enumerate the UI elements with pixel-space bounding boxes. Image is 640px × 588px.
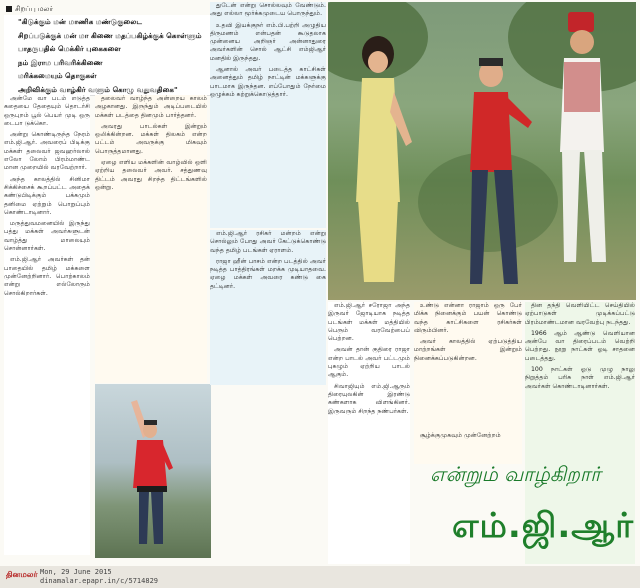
paragraph: உண்டு என்னா ராஜாம் ஒரு பேர் மிக்க நினைக்கும் பயன் கொண்டு வந்த காட்சிகளை ரசிகர்கள் விரும்பினர். (414, 302, 522, 334)
paragraph: 1966 ஆம் ஆண்டு வெளியான அன்பே வா திரைப்படம் வெற்றி பெற்றது. நூறு நாட்கள் ஓடி சாதனை படைத்தது. (525, 329, 635, 362)
paragraph: அன்று கொண்டிருந்த நேரம் எம்.ஜி.ஆர். அவரைப் பிடிக்கு மக்கள் தலைவர் ஜவஹர்லால் எலோ லோம் பிரம்மாண்ட மான முறையில் வரவேற்றார். (4, 131, 90, 172)
article-column-5-end (414, 432, 522, 464)
paragraph: ஆனால் அவர் படைத்த காட்சிகள் அனைத்தும் தமிழ் நாட்டின் மக்களுக்கு பாடமாக இருந்தன. எப்போதும் நேர்மை ஒழுக்கம் கற்றுக்கொடுத்தார். (210, 66, 326, 98)
actress-figure-icon (338, 32, 418, 292)
article-column-3 (210, 2, 326, 228)
section-label: சிறப்பு மலர் (15, 4, 53, 13)
paragraph: தலைவர் வாழ்ந்த அன்றைய காலம் அழகானது. இருந்தும் அடிப்படையில் மக்கள் படத்தை தினமும் பார்த்தனர். (95, 95, 207, 119)
edition-info (40, 568, 158, 586)
article-column-4 (328, 302, 410, 564)
deck-line: சிறப்படுக்குக் மன் மா கிணை மதப்பகிழ்க்குக் கொள்ளும் (18, 30, 202, 40)
paragraph: அவன் தான் குதிரை ராஜா என்ற பாடல் அவர் பட்டமும் புகழும் ஏற்றிய பாடல் ஆகும். (328, 346, 410, 379)
paragraph: ராஜா ஹீன் பாசம் என்ற படத்தில் அவர் நடித்த பாத்திரங்கள் மறக்க முடியாதவை. ஏழை மக்கள் அவரை கண்டு கை தட்டினர். (210, 257, 326, 290)
deck-line: பாதருபதில் மெக்கிர் புகைகளை (18, 44, 121, 53)
article-column-2 (95, 95, 207, 383)
article-column-3b (210, 230, 326, 385)
paragraph: உதவி இயக்குநர் எம்.பி.பற்றி அழுதிய திருமணம் என்பதன் கூடுதலாக முன்னைய அறிஞர் அன்னாதுரை அவர்களின் சொல் ஆட்சி எம்ஜிஆர் மனதில் இருந்தது. (210, 21, 326, 62)
publisher-logo: தினமலர் (6, 570, 38, 579)
mgr-figure-icon (123, 398, 175, 548)
deck-line: மரிக்கமையும் தொகுகள் (18, 71, 97, 80)
feature-title-tagline: என்றும் வாழ்கிறார் (430, 462, 601, 486)
paragraph: எம்.ஜி.ஆர் அவர்கள் தன் பாதையில் தமிழ் மக்களை முன்னேற்றினார். பொற்காலம் என்று எல்லோரும் சொல்கிறார்கள். (4, 256, 90, 297)
article-column-5 (414, 302, 522, 432)
deck-line: நம் இராம பரிவரிக்கிணை (18, 57, 103, 67)
edition-url[interactable]: dinamalar.epapr.in/c/5714829 (40, 577, 159, 585)
paragraph: துடேன் என்று சொல்லவும் வேண்டும். அது எல்லா மூர்க்கமுடைய பொருந்தும். (210, 2, 326, 18)
paragraph: ஏழை எளிய மக்களின் வாழ்வில் ஒளி ஏற்றிய தலைவர் அவர். சத்துணவு திட்டம் அவரது சிறந்த திட்டங்களில் ஒன்று. (95, 159, 207, 191)
paragraph: மருத்துவமனையில் இருந்து பத்து மக்கள் அவர்களுடன் வாழ்த்து மாலையும் சொன்னார்கள். (4, 220, 90, 253)
paragraph: அந்த காலத்தில் சினிமா சிக்கிச்சைக் கூறப்பட்ட அதைக் கண்டுபிடிக்கும் பக்கமும் தனிமை ஏற்றும் பொறுப்பும் கொண்டாடினார். (4, 175, 90, 216)
comedian-figure-icon (542, 12, 622, 272)
paragraph: தின தந்தி வெளியிட்ட செய்தியில் ஏற்பாடுகள் முடிக்கப்பட்டு பிரம்மாண்டமான வரவேற்பு நடந்தது. (525, 302, 635, 326)
article-column-1 (4, 95, 90, 555)
mgr-singing-photo (95, 384, 211, 558)
edition-date: Mon, 29 June 2015 (40, 568, 112, 576)
paragraph: அவர் காலத்தில் ஏற்படுத்திய மாற்றங்கள் இன்றும் நினைக்கப்படுகின்றன. (414, 338, 522, 362)
paragraph: எம்.ஜி.ஆர் ரசிகர் மன்றம் என்று சொல்லும் போது அவர் கேட்டுக்கொண்டு வந்த தமிழ் படங்கள் ஏராளம். (210, 230, 326, 254)
section-header (6, 2, 206, 16)
paragraph: எம்.ஜி.ஆர் சரோஜா அந்த இருவர் ஜோடியாக நடித்த படங்கள் மக்கள் மத்தியில் பெரும் வரவேற்பைப் பெற்றன. (328, 302, 410, 343)
actor-figure-icon (446, 52, 536, 292)
epaper-footer (0, 566, 640, 588)
paragraph: சிவாஜியும் எம்.ஜி.ஆரும் திரையுலகின் இரண்டு கண்களாக விளங்கினர். இருவரும் சிறந்த நண்பர்கள். (328, 382, 410, 415)
paragraph: 100 நாட்கள் ஓடு முழு நாலு நிறுத்தம் பரிசு நாள் எம்.ஜி.ஆர் அவர்கள் கொண்டாடினார்கள். (525, 366, 635, 390)
paragraph: அன்மே வா படம் எடுத்த கதையை தேதையும் தொடர்சி ஒருபுறம் பூல் பெயர் முடி ஒரு டைபா டுக்கொ. (4, 95, 90, 127)
film-still-photo (328, 2, 636, 300)
deck-line: "கிடுக்கும் மன் மாணிக மண்டுகுலைட (18, 17, 143, 26)
deck-line: அறிவிக்கும் வாழ்கிர் வளும் கொழு வதுவதிகை" (18, 84, 178, 94)
section-marker-icon (6, 6, 12, 12)
feature-title-name: எம்.ஜி.ஆர் (452, 506, 635, 546)
paragraph: அவரது பாடல்கள் இன்றும் ஒலிக்கின்றன. மக்கள் திலகம் என்ற பட்டம் அவருக்கு மிகவும் பொருத்தமானது. (95, 122, 207, 155)
paragraph: சூழ்க்குமுகவும் முன்னேற்றம் (420, 432, 501, 439)
